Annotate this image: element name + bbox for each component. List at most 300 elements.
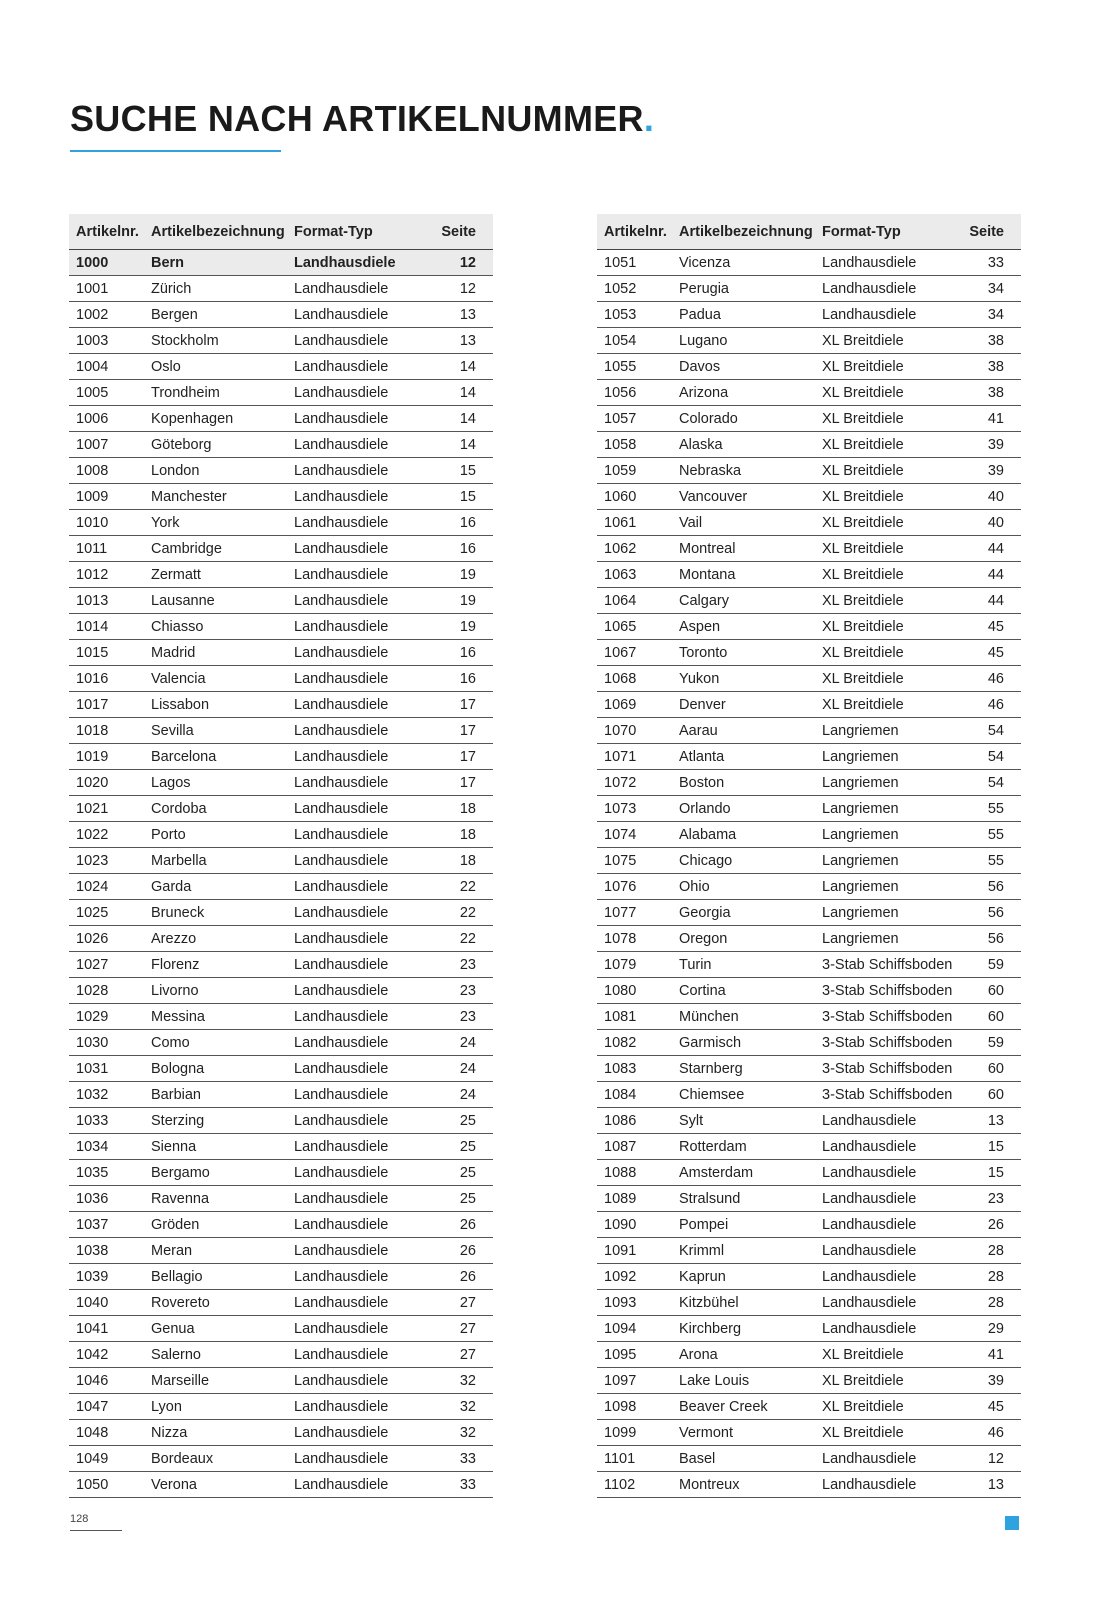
cell-article-number: 1028 xyxy=(69,978,144,1004)
cell-article-number: 1046 xyxy=(69,1368,144,1394)
cell-article-number: 1083 xyxy=(597,1056,672,1082)
cell-page: 13 xyxy=(435,328,493,354)
cell-page: 16 xyxy=(435,510,493,536)
cell-format-type: Landhausdiele xyxy=(815,1212,963,1238)
cell-format-type: Landhausdiele xyxy=(287,510,435,536)
cell-format-type: Landhausdiele xyxy=(287,744,435,770)
cell-article-number: 1071 xyxy=(597,744,672,770)
cell-article-number: 1080 xyxy=(597,978,672,1004)
cell-page: 12 xyxy=(435,276,493,302)
table-row xyxy=(69,1160,493,1186)
cell-article-number: 1016 xyxy=(69,666,144,692)
cell-page: 54 xyxy=(963,770,1021,796)
table-row xyxy=(597,640,1021,666)
cell-article-number: 1081 xyxy=(597,1004,672,1030)
cell-article-number: 1015 xyxy=(69,640,144,666)
cell-article-name: Krimml xyxy=(672,1238,815,1264)
cell-format-type: Landhausdiele xyxy=(815,276,963,302)
cell-page: 22 xyxy=(435,926,493,952)
cell-page: 27 xyxy=(435,1316,493,1342)
cell-page: 26 xyxy=(435,1212,493,1238)
cell-page: 60 xyxy=(963,978,1021,1004)
table-row xyxy=(597,1238,1021,1264)
table-row xyxy=(597,458,1021,484)
table-row xyxy=(597,692,1021,718)
cell-format-type: Landhausdiele xyxy=(287,640,435,666)
table-row xyxy=(69,1394,493,1420)
cell-article-number: 1006 xyxy=(69,406,144,432)
cell-format-type: XL Breitdiele xyxy=(815,1420,963,1446)
cell-article-name: Verona xyxy=(144,1472,287,1498)
cell-article-number: 1031 xyxy=(69,1056,144,1082)
cell-format-type: Langriemen xyxy=(815,900,963,926)
cell-page: 15 xyxy=(435,458,493,484)
cell-page: 41 xyxy=(963,406,1021,432)
table-row xyxy=(597,536,1021,562)
table-row xyxy=(597,1394,1021,1420)
cell-article-number: 1067 xyxy=(597,640,672,666)
table-row xyxy=(597,328,1021,354)
table-row xyxy=(69,640,493,666)
cell-article-name: London xyxy=(144,458,287,484)
cell-page: 12 xyxy=(963,1446,1021,1472)
cell-format-type: XL Breitdiele xyxy=(815,458,963,484)
table-row xyxy=(597,744,1021,770)
cell-page: 32 xyxy=(435,1394,493,1420)
cell-article-number: 1092 xyxy=(597,1264,672,1290)
table-row xyxy=(597,1004,1021,1030)
cell-article-name: Lake Louis xyxy=(672,1368,815,1394)
cell-page: 27 xyxy=(435,1290,493,1316)
table-row xyxy=(69,926,493,952)
cell-page: 33 xyxy=(435,1446,493,1472)
cell-article-number: 1079 xyxy=(597,952,672,978)
cell-format-type: XL Breitdiele xyxy=(815,510,963,536)
cell-article-name: Vail xyxy=(672,510,815,536)
cell-page: 23 xyxy=(435,1004,493,1030)
cell-page: 14 xyxy=(435,354,493,380)
cell-format-type: Landhausdiele xyxy=(815,1186,963,1212)
cell-format-type: Landhausdiele xyxy=(287,1446,435,1472)
cell-article-name: Orlando xyxy=(672,796,815,822)
cell-article-name: Valencia xyxy=(144,666,287,692)
page-title xyxy=(70,98,654,140)
cell-article-number: 1011 xyxy=(69,536,144,562)
cell-page: 44 xyxy=(963,588,1021,614)
cell-article-number: 1002 xyxy=(69,302,144,328)
cell-article-number: 1093 xyxy=(597,1290,672,1316)
cell-article-name: Perugia xyxy=(672,276,815,302)
page-number: 128 xyxy=(70,1513,89,1525)
cell-article-name: Basel xyxy=(672,1446,815,1472)
cell-article-name: Stralsund xyxy=(672,1186,815,1212)
cell-article-number: 1073 xyxy=(597,796,672,822)
cell-article-number: 1034 xyxy=(69,1134,144,1160)
cell-page: 38 xyxy=(963,380,1021,406)
table-row xyxy=(69,536,493,562)
cell-article-number: 1029 xyxy=(69,1004,144,1030)
cell-article-name: Sevilla xyxy=(144,718,287,744)
cell-format-type: Landhausdiele xyxy=(287,718,435,744)
cell-article-number: 1072 xyxy=(597,770,672,796)
cell-article-name: Ravenna xyxy=(144,1186,287,1212)
cell-page: 45 xyxy=(963,614,1021,640)
cell-page: 17 xyxy=(435,692,493,718)
table-row xyxy=(597,874,1021,900)
cell-article-name: Arezzo xyxy=(144,926,287,952)
cell-article-name: Turin xyxy=(672,952,815,978)
table-row xyxy=(69,1186,493,1212)
cell-format-type: Landhausdiele xyxy=(287,692,435,718)
cell-article-number: 1036 xyxy=(69,1186,144,1212)
cell-page: 26 xyxy=(963,1212,1021,1238)
header-page: Seite xyxy=(963,214,1021,250)
cell-article-name: Calgary xyxy=(672,588,815,614)
cell-article-name: Montreux xyxy=(672,1472,815,1498)
cell-article-name: Bergen xyxy=(144,302,287,328)
cell-page: 46 xyxy=(963,666,1021,692)
table-row xyxy=(597,510,1021,536)
cell-article-number: 1051 xyxy=(597,250,672,276)
cell-page: 12 xyxy=(435,250,493,276)
cell-article-number: 1091 xyxy=(597,1238,672,1264)
cell-article-number: 1013 xyxy=(69,588,144,614)
table-row xyxy=(597,406,1021,432)
cell-article-number: 1056 xyxy=(597,380,672,406)
cell-article-number: 1074 xyxy=(597,822,672,848)
cell-format-type: Landhausdiele xyxy=(287,1186,435,1212)
cell-format-type: XL Breitdiele xyxy=(815,354,963,380)
table-row xyxy=(69,1342,493,1368)
cell-format-type: Landhausdiele xyxy=(287,250,435,276)
cell-article-name: Colorado xyxy=(672,406,815,432)
cell-article-number: 1090 xyxy=(597,1212,672,1238)
cell-article-name: Madrid xyxy=(144,640,287,666)
cell-format-type: Landhausdiele xyxy=(815,1264,963,1290)
cell-article-number: 1021 xyxy=(69,796,144,822)
cell-format-type: Langriemen xyxy=(815,926,963,952)
cell-page: 60 xyxy=(963,1056,1021,1082)
cell-article-number: 1008 xyxy=(69,458,144,484)
cell-format-type: XL Breitdiele xyxy=(815,562,963,588)
cell-article-name: Rovereto xyxy=(144,1290,287,1316)
table-row xyxy=(597,796,1021,822)
cell-article-name: Arona xyxy=(672,1342,815,1368)
table-row xyxy=(69,614,493,640)
cell-format-type: Landhausdiele xyxy=(815,302,963,328)
article-table-left xyxy=(69,214,493,1498)
cell-format-type: Landhausdiele xyxy=(287,406,435,432)
table-row xyxy=(69,1212,493,1238)
table-row xyxy=(69,562,493,588)
cell-article-number: 1010 xyxy=(69,510,144,536)
cell-page: 18 xyxy=(435,822,493,848)
cell-format-type: Landhausdiele xyxy=(287,328,435,354)
cell-article-number: 1055 xyxy=(597,354,672,380)
cell-article-name: Trondheim xyxy=(144,380,287,406)
table-row xyxy=(597,1472,1021,1498)
cell-article-number: 1032 xyxy=(69,1082,144,1108)
cell-article-name: Cambridge xyxy=(144,536,287,562)
table-row xyxy=(69,250,493,276)
cell-page: 34 xyxy=(963,302,1021,328)
table-row xyxy=(69,744,493,770)
table-row xyxy=(597,1056,1021,1082)
cell-article-number: 1033 xyxy=(69,1108,144,1134)
cell-page: 14 xyxy=(435,432,493,458)
cell-format-type: 3-Stab Schiffsboden xyxy=(815,1030,963,1056)
table-row xyxy=(597,276,1021,302)
cell-format-type: Landhausdiele xyxy=(815,1134,963,1160)
cell-format-type: Landhausdiele xyxy=(815,1316,963,1342)
table-row xyxy=(597,952,1021,978)
cell-format-type: Landhausdiele xyxy=(287,380,435,406)
cell-format-type: Langriemen xyxy=(815,796,963,822)
cell-format-type: XL Breitdiele xyxy=(815,484,963,510)
cell-article-number: 1020 xyxy=(69,770,144,796)
cell-article-name: Oslo xyxy=(144,354,287,380)
cell-page: 56 xyxy=(963,926,1021,952)
table-row xyxy=(597,302,1021,328)
cell-page: 39 xyxy=(963,458,1021,484)
cell-article-number: 1009 xyxy=(69,484,144,510)
cell-article-name: Kitzbühel xyxy=(672,1290,815,1316)
cell-article-name: Vicenza xyxy=(672,250,815,276)
cell-format-type: 3-Stab Schiffsboden xyxy=(815,1082,963,1108)
header-article-name: Artikelbezeichnung xyxy=(672,214,815,250)
cell-page: 28 xyxy=(963,1238,1021,1264)
cell-article-name: Alaska xyxy=(672,432,815,458)
cell-article-number: 1062 xyxy=(597,536,672,562)
cell-format-type: Landhausdiele xyxy=(287,614,435,640)
cell-page: 28 xyxy=(963,1290,1021,1316)
title-accent-dot: . xyxy=(643,98,655,139)
cell-article-name: Padua xyxy=(672,302,815,328)
cell-article-name: Cortina xyxy=(672,978,815,1004)
cell-article-name: Cordoba xyxy=(144,796,287,822)
table-row xyxy=(69,302,493,328)
table-body xyxy=(69,250,493,1498)
cell-page: 60 xyxy=(963,1004,1021,1030)
table-row xyxy=(69,380,493,406)
table-row xyxy=(69,978,493,1004)
cell-page: 19 xyxy=(435,614,493,640)
cell-format-type: Landhausdiele xyxy=(287,900,435,926)
table-row xyxy=(597,380,1021,406)
cell-format-type: Landhausdiele xyxy=(287,796,435,822)
cell-article-name: Kaprun xyxy=(672,1264,815,1290)
cell-format-type: Landhausdiele xyxy=(287,1342,435,1368)
title-underline xyxy=(70,150,281,152)
cell-page: 27 xyxy=(435,1342,493,1368)
table-row xyxy=(597,978,1021,1004)
cell-article-name: Göteborg xyxy=(144,432,287,458)
cell-article-name: Salerno xyxy=(144,1342,287,1368)
table-row xyxy=(597,1368,1021,1394)
table-row xyxy=(597,900,1021,926)
table-row xyxy=(69,770,493,796)
cell-article-name: Kirchberg xyxy=(672,1316,815,1342)
header-article-number: Artikelnr. xyxy=(597,214,672,250)
cell-article-name: Montana xyxy=(672,562,815,588)
cell-page: 17 xyxy=(435,770,493,796)
cell-article-name: Messina xyxy=(144,1004,287,1030)
cell-article-name: Yukon xyxy=(672,666,815,692)
cell-article-number: 1007 xyxy=(69,432,144,458)
cell-page: 44 xyxy=(963,536,1021,562)
cell-page: 55 xyxy=(963,822,1021,848)
cell-page: 46 xyxy=(963,1420,1021,1446)
cell-article-name: Manchester xyxy=(144,484,287,510)
cell-format-type: Landhausdiele xyxy=(287,1316,435,1342)
cell-format-type: XL Breitdiele xyxy=(815,1394,963,1420)
cell-article-number: 1037 xyxy=(69,1212,144,1238)
cell-article-number: 1099 xyxy=(597,1420,672,1446)
table-row xyxy=(69,1134,493,1160)
cell-article-number: 1089 xyxy=(597,1186,672,1212)
cell-article-name: Zürich xyxy=(144,276,287,302)
cell-format-type: Landhausdiele xyxy=(287,848,435,874)
cell-article-name: Chiasso xyxy=(144,614,287,640)
cell-page: 19 xyxy=(435,562,493,588)
table-row xyxy=(69,848,493,874)
table-row xyxy=(597,432,1021,458)
table-header-row xyxy=(69,214,493,250)
table-row xyxy=(69,1238,493,1264)
cell-format-type: XL Breitdiele xyxy=(815,1368,963,1394)
cell-article-name: Lagos xyxy=(144,770,287,796)
cell-format-type: Landhausdiele xyxy=(287,302,435,328)
cell-format-type: Landhausdiele xyxy=(287,1394,435,1420)
cell-format-type: Landhausdiele xyxy=(287,1056,435,1082)
table-row xyxy=(597,926,1021,952)
header-format-type: Format-Typ xyxy=(815,214,963,250)
cell-article-name: Oregon xyxy=(672,926,815,952)
cell-article-name: Bordeaux xyxy=(144,1446,287,1472)
cell-format-type: Landhausdiele xyxy=(287,354,435,380)
cell-page: 22 xyxy=(435,874,493,900)
cell-article-name: Barbian xyxy=(144,1082,287,1108)
cell-article-name: München xyxy=(672,1004,815,1030)
table-row xyxy=(597,1316,1021,1342)
table-row xyxy=(597,354,1021,380)
cell-format-type: Landhausdiele xyxy=(287,1108,435,1134)
cell-format-type: XL Breitdiele xyxy=(815,692,963,718)
cell-format-type: XL Breitdiele xyxy=(815,328,963,354)
cell-article-name: Barcelona xyxy=(144,744,287,770)
cell-article-name: Vermont xyxy=(672,1420,815,1446)
cell-format-type: 3-Stab Schiffsboden xyxy=(815,952,963,978)
cell-article-name: Sterzing xyxy=(144,1108,287,1134)
cell-article-number: 1049 xyxy=(69,1446,144,1472)
cell-page: 23 xyxy=(963,1186,1021,1212)
cell-article-number: 1019 xyxy=(69,744,144,770)
cell-article-number: 1003 xyxy=(69,328,144,354)
cell-format-type: Landhausdiele xyxy=(287,458,435,484)
cell-format-type: Landhausdiele xyxy=(815,1108,963,1134)
cell-page: 55 xyxy=(963,796,1021,822)
cell-article-name: Pompei xyxy=(672,1212,815,1238)
cell-article-number: 1023 xyxy=(69,848,144,874)
cell-article-number: 1039 xyxy=(69,1264,144,1290)
cell-article-name: Arizona xyxy=(672,380,815,406)
cell-page: 45 xyxy=(963,640,1021,666)
cell-article-number: 1024 xyxy=(69,874,144,900)
table-row xyxy=(69,822,493,848)
table-row xyxy=(69,1290,493,1316)
cell-format-type: Langriemen xyxy=(815,822,963,848)
cell-article-number: 1097 xyxy=(597,1368,672,1394)
cell-page: 59 xyxy=(963,952,1021,978)
cell-page: 26 xyxy=(435,1238,493,1264)
cell-format-type: 3-Stab Schiffsboden xyxy=(815,1004,963,1030)
cell-page: 60 xyxy=(963,1082,1021,1108)
cell-page: 56 xyxy=(963,874,1021,900)
cell-page: 13 xyxy=(435,302,493,328)
table-row xyxy=(597,484,1021,510)
cell-page: 16 xyxy=(435,640,493,666)
cell-article-name: Georgia xyxy=(672,900,815,926)
cell-article-number: 1058 xyxy=(597,432,672,458)
cell-article-name: Lausanne xyxy=(144,588,287,614)
table-row xyxy=(69,952,493,978)
cell-article-name: Montreal xyxy=(672,536,815,562)
cell-page: 23 xyxy=(435,952,493,978)
cell-article-name: Lissabon xyxy=(144,692,287,718)
cell-article-number: 1026 xyxy=(69,926,144,952)
cell-article-number: 1038 xyxy=(69,1238,144,1264)
cell-format-type: Landhausdiele xyxy=(815,250,963,276)
cell-format-type: Landhausdiele xyxy=(287,1030,435,1056)
cell-article-number: 1076 xyxy=(597,874,672,900)
page-title-text: SUCHE NACH ARTIKELNUMMER xyxy=(70,98,644,139)
cell-page: 19 xyxy=(435,588,493,614)
cell-page: 24 xyxy=(435,1030,493,1056)
cell-format-type: Landhausdiele xyxy=(815,1238,963,1264)
cell-article-name: Chicago xyxy=(672,848,815,874)
cell-format-type: Landhausdiele xyxy=(287,1420,435,1446)
cell-article-number: 1088 xyxy=(597,1160,672,1186)
page-number-rule xyxy=(70,1530,122,1531)
table-row xyxy=(69,276,493,302)
table-row xyxy=(69,874,493,900)
cell-article-number: 1001 xyxy=(69,276,144,302)
cell-article-number: 1084 xyxy=(597,1082,672,1108)
cell-page: 38 xyxy=(963,328,1021,354)
cell-format-type: XL Breitdiele xyxy=(815,380,963,406)
cell-article-name: Bologna xyxy=(144,1056,287,1082)
cell-page: 13 xyxy=(963,1108,1021,1134)
cell-article-number: 1098 xyxy=(597,1394,672,1420)
table-row xyxy=(69,1082,493,1108)
table-row xyxy=(69,1030,493,1056)
cell-format-type: Landhausdiele xyxy=(287,536,435,562)
cell-format-type: Langriemen xyxy=(815,718,963,744)
header-format-type: Format-Typ xyxy=(287,214,435,250)
cell-article-number: 1077 xyxy=(597,900,672,926)
table-row xyxy=(597,1212,1021,1238)
cell-article-number: 1059 xyxy=(597,458,672,484)
table-row xyxy=(69,900,493,926)
cell-page: 39 xyxy=(963,1368,1021,1394)
cell-article-number: 1078 xyxy=(597,926,672,952)
cell-article-number: 1040 xyxy=(69,1290,144,1316)
cell-format-type: Landhausdiele xyxy=(287,1134,435,1160)
cell-page: 33 xyxy=(435,1472,493,1498)
cell-article-number: 1086 xyxy=(597,1108,672,1134)
cell-article-name: Denver xyxy=(672,692,815,718)
cell-article-name: Bern xyxy=(144,250,287,276)
